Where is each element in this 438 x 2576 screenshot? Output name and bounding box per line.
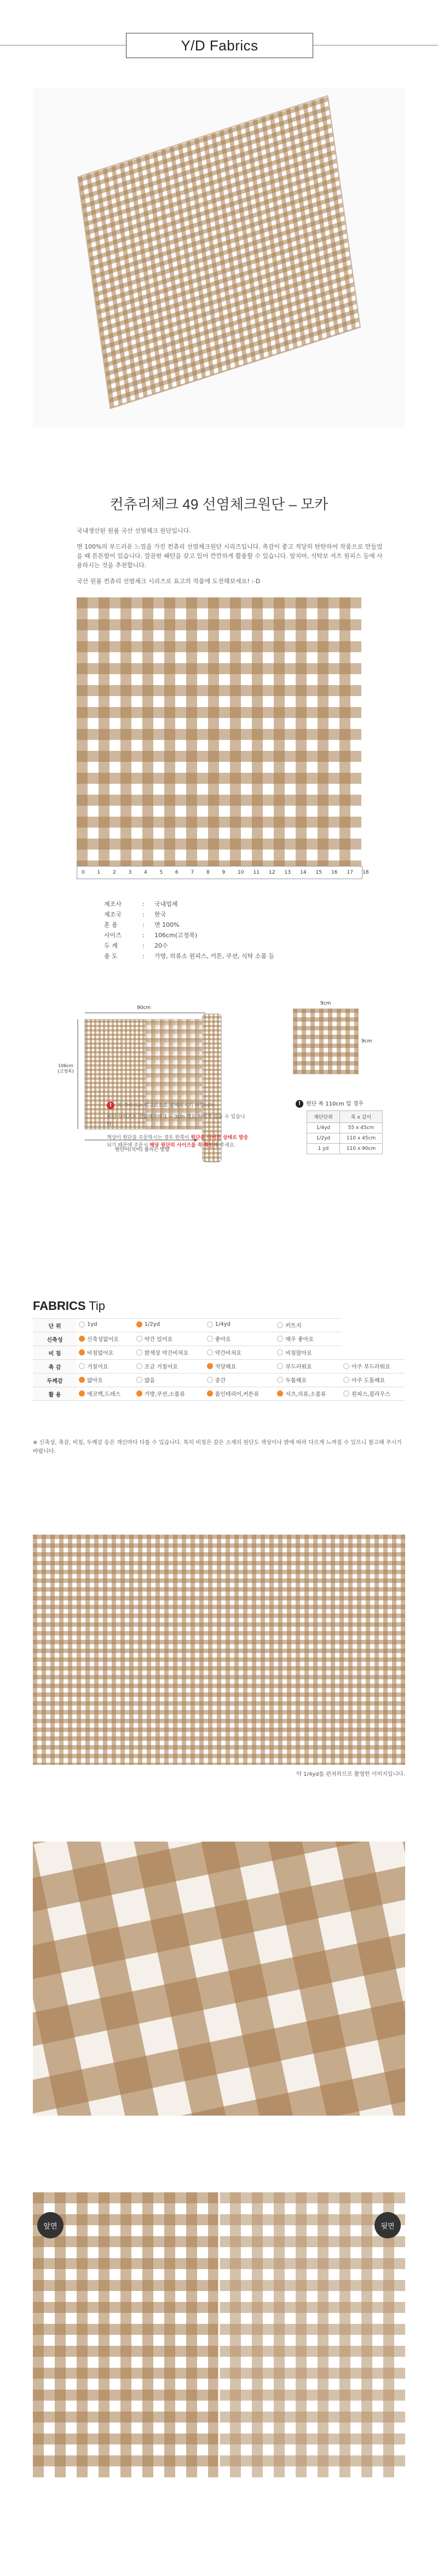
radio-dot-icon	[277, 1322, 283, 1328]
desc-line-3: 국산 원룸 컨츄리 선염체크 시리즈로 표고의 작품에 도전해보세요! :-D	[77, 578, 261, 585]
fabric-swatch	[77, 597, 361, 866]
tip-option	[77, 1346, 134, 1360]
tip-option-label: 커트지	[285, 1323, 302, 1329]
tip-option-label: 적당해요	[215, 1364, 237, 1370]
product-description	[77, 526, 383, 592]
tip-option	[134, 1346, 205, 1360]
ruler-number: 1	[97, 870, 101, 875]
tip-option-label: 아주 부드러워요	[351, 1364, 390, 1370]
order-notes	[107, 1102, 249, 1149]
radio-dot-icon	[136, 1321, 142, 1327]
ruler-number: 13	[284, 870, 291, 875]
tip-option-label: 매우 좋아요	[285, 1337, 314, 1343]
tip-row	[33, 1387, 405, 1401]
ruler-number: 12	[269, 870, 275, 875]
tip-option-label: 부드러워요	[285, 1364, 312, 1370]
photo-caption: 약 1/4yd를 펀쳐하므로 촬영한 이미지입니다.	[296, 1771, 405, 1777]
tip-option	[275, 1387, 341, 1401]
fabric-tip-table	[33, 1318, 405, 1401]
radio-dot-icon	[207, 1349, 213, 1355]
tip-option	[275, 1319, 341, 1332]
tip-option-label: 조금 거칠어요	[144, 1364, 178, 1370]
spec-row: 용 도 : 가방, 의류소 원피스, 커튼, 쿠션, 식탁 소품 등	[104, 951, 274, 961]
tip-option-label: 중간	[215, 1378, 226, 1384]
tip-option	[275, 1374, 341, 1387]
tip-row	[33, 1374, 405, 1387]
tip-option-label: 얇아요	[87, 1378, 103, 1384]
tip-row	[33, 1319, 405, 1332]
note-3: 책상이 원단을 주문하시는 경우 한쪽이 원단을 이어진 상태로 발송되기 때문에 주문시 해당 원단의 사이즈를 꼭 확인해 주세요.	[107, 1135, 249, 1148]
spec-row: 혼 용 : 면 100%	[104, 920, 274, 930]
cut-size-title: ! 원단 폭 110cm 일 경우	[296, 1099, 364, 1108]
radio-dot-icon	[79, 1390, 85, 1397]
cut-cell: 110 x 45cm	[339, 1133, 382, 1144]
ruler-number: 18	[362, 870, 369, 875]
radio-dot-icon	[207, 1336, 213, 1342]
tip-option-label: 비침없어요	[87, 1350, 114, 1357]
tip-option	[134, 1374, 205, 1387]
ruler-number: 9	[222, 870, 226, 875]
spec-row: 제조사 : 국내업체	[104, 899, 274, 909]
tip-row-label: 신축성	[33, 1332, 77, 1346]
radio-dot-icon	[79, 1321, 85, 1327]
spec-value: 20수	[154, 942, 168, 949]
ruler-number: 10	[238, 870, 244, 875]
radio-dot-icon	[136, 1363, 142, 1369]
radio-dot-icon	[343, 1390, 349, 1397]
radio-dot-icon	[277, 1377, 283, 1383]
note-1: 자 가이시는 암고르으로 잘해하시기 바랍니다.	[117, 1103, 216, 1109]
tip-option	[134, 1387, 205, 1401]
ruler-number: 17	[347, 870, 353, 875]
ruler-number: 5	[159, 870, 163, 875]
diagram-direction-label: 원단이(식어) 풀리는 방향	[115, 1147, 170, 1153]
small-swatch	[293, 1008, 359, 1074]
tip-option	[77, 1360, 134, 1374]
tip-option	[275, 1332, 341, 1346]
tip-option	[341, 1387, 405, 1401]
ruler-number: 14	[300, 870, 307, 875]
cut-cell: 1/2yd	[307, 1133, 340, 1144]
tip-option	[205, 1360, 275, 1374]
diagram-width-label: 90cm	[137, 1005, 151, 1011]
tip-option	[77, 1387, 134, 1401]
ruler-number: 6	[175, 870, 178, 875]
tip-option	[205, 1332, 275, 1346]
tip-option	[341, 1360, 405, 1374]
radio-dot-icon	[207, 1390, 213, 1397]
ruler-number: 16	[331, 870, 338, 875]
small-swatch-height: 9cm	[361, 1039, 372, 1044]
note-2: 원단 사이즈는 전달해주마 1 ~ 3cm 정도 차이가 있을 수 있습니다.	[107, 1114, 245, 1127]
cut-cell: 110 x 90cm	[339, 1144, 382, 1154]
ruler-number: 7	[191, 870, 194, 875]
radio-dot-icon	[79, 1336, 85, 1342]
tip-option	[205, 1319, 275, 1332]
ruler-number: 3	[128, 870, 132, 875]
radio-dot-icon	[277, 1363, 283, 1369]
tip-row-label: 두께감	[33, 1374, 77, 1387]
tip-option-label: 두툼해요	[285, 1378, 307, 1384]
tip-option-label: 가방,쿠션,소품류	[144, 1392, 185, 1398]
fabric-tip-title: FABRICS Tip	[33, 1299, 106, 1313]
tip-option-label: 밝색상 약간비쳐요	[144, 1350, 189, 1357]
cut-size-table	[307, 1110, 383, 1154]
spec-row: 두 께 : 20수	[104, 941, 274, 951]
radio-dot-icon	[277, 1349, 283, 1355]
fabric-closeup-photo	[33, 1842, 405, 2116]
radio-dot-icon	[343, 1377, 349, 1383]
fabric-front-back-photo	[33, 2192, 405, 2477]
back-badge: 뒷면	[374, 2212, 401, 2238]
tip-option	[134, 1319, 205, 1332]
radio-dot-icon	[136, 1336, 142, 1342]
tip-option-label: 거칠어요	[87, 1364, 108, 1370]
tip-row-label: 단 위	[33, 1319, 77, 1332]
desc-line-2: 면 100%의 부드러운 느낌을 가진 컨츄리 선염체크원단 시리즈입니다. 촉감이 좋고 적당히 탄탄하여 작품으로 만들었을 때 튼튼함이 있습니다. 깔끔한 패턴을 갖고 있어 깐깐하게 활용할 수 있습니다. 앞치마, 식탁보 셔츠 원피스 등에 사용하시는 것을 추천합니다.	[77, 543, 383, 569]
spec-key: 용 도	[104, 953, 118, 960]
tip-option-label: 1yd	[87, 1321, 97, 1327]
tip-option-label: 에코백,드레스	[87, 1392, 121, 1398]
ruler-number: 0	[82, 870, 85, 875]
radio-dot-icon	[207, 1377, 213, 1383]
tip-option	[205, 1387, 275, 1401]
tip-option-label: 셔츠,의류,소품류	[285, 1392, 326, 1398]
ruler-number: 8	[206, 870, 210, 875]
hero-fabric-image	[33, 88, 405, 428]
tip-option	[205, 1346, 275, 1360]
tip-option-label: 약간비쳐요	[215, 1350, 241, 1357]
radio-dot-icon	[79, 1349, 85, 1355]
ruler-number: 2	[113, 870, 116, 875]
spec-list	[104, 899, 274, 961]
radio-dot-icon	[277, 1390, 283, 1397]
spec-key: 제조사	[104, 901, 122, 908]
tip-option-label: 원피스,블라우스	[351, 1392, 390, 1398]
tip-option	[341, 1374, 405, 1387]
cut-head: 폭 x 길이	[339, 1111, 382, 1123]
tip-option-label: 아주 도톰해요	[351, 1378, 385, 1384]
tip-option	[205, 1374, 275, 1387]
tip-option-label: 룸인테리어,커튼류	[215, 1392, 260, 1398]
tip-row	[33, 1360, 405, 1374]
radio-dot-icon	[136, 1377, 142, 1383]
brand-title: Y/D Fabrics	[181, 37, 258, 54]
tip-option-label: 신축성없어요	[87, 1337, 119, 1343]
spec-value: 면 100%	[154, 921, 180, 928]
tip-option	[77, 1319, 134, 1332]
spec-value: 국내업체	[154, 901, 178, 908]
tip-row-label: 활 용	[33, 1387, 77, 1401]
spec-key: 사이즈	[104, 932, 122, 939]
tip-option	[77, 1332, 134, 1346]
ruler	[77, 866, 369, 879]
ruler-number: 15	[315, 870, 322, 875]
diagram-height-label: 106cm (고정폭)	[57, 1063, 74, 1074]
tip-option-label: 좋아요	[215, 1337, 231, 1343]
radio-dot-icon	[79, 1363, 85, 1369]
brand-header	[126, 33, 313, 58]
tip-option	[275, 1360, 341, 1374]
spec-value: 106cm(고정폭)	[154, 932, 198, 939]
radio-dot-icon	[343, 1363, 349, 1369]
tip-option	[275, 1346, 341, 1360]
ruler-number: 11	[253, 870, 260, 875]
radio-dot-icon	[277, 1336, 283, 1342]
small-swatch-width: 9cm	[320, 1001, 331, 1006]
cut-head: 재단단위	[307, 1111, 340, 1123]
tip-notes: ※ 신축성, 촉감, 비침, 두께감 등은 개인마다 다를 수 있습니다. 특히 비침은 같은 소재의 원단도 색상이나 밝에 따라 다르게 느껴질 수 있으니 참고해 주시기 바랍니다.	[33, 1440, 402, 1455]
desc-line-1: 국내생산된 원룸 국산 선염체크 원단입니다.	[77, 527, 191, 534]
spec-value: 가방, 의류소 원피스, 커튼, 쿠션, 식탁 소품 등	[154, 953, 275, 960]
radio-dot-icon	[136, 1349, 142, 1355]
tip-row	[33, 1332, 405, 1346]
cut-cell: 1/4yd	[307, 1123, 340, 1133]
warning-icon: !	[107, 1102, 114, 1109]
tip-option	[134, 1360, 205, 1374]
tip-row-label: 촉 감	[33, 1360, 77, 1374]
info-icon: !	[296, 1100, 303, 1108]
radio-dot-icon	[207, 1321, 213, 1327]
fabric-flat-photo	[33, 1535, 405, 1765]
tip-row-label: 비 침	[33, 1346, 77, 1360]
tip-option-label: 약간 있어요	[144, 1337, 173, 1343]
spec-key: 두 께	[104, 942, 118, 949]
spec-row: 제조국 : 한국	[104, 909, 274, 920]
ruler-number: 4	[144, 870, 147, 875]
tip-option-label: 비침많아요	[285, 1350, 312, 1357]
tip-row	[33, 1346, 405, 1360]
spec-row: 사이즈 : 106cm(고정폭)	[104, 930, 274, 941]
spec-key: 혼 용	[104, 921, 118, 928]
cut-cell: 55 x 45cm	[339, 1123, 382, 1133]
tip-option	[77, 1374, 134, 1387]
tip-option	[134, 1332, 205, 1346]
spec-value: 한국	[154, 911, 166, 918]
product-title: 컨츄리체크 49 선염체크원단 – 모카	[110, 496, 328, 512]
radio-dot-icon	[79, 1377, 85, 1383]
radio-dot-icon	[136, 1390, 142, 1397]
spec-key: 제조국	[104, 911, 122, 918]
front-badge: 앞면	[37, 2212, 64, 2238]
cut-cell: 1 yd	[307, 1144, 340, 1154]
tip-option-label: 1/4yd	[215, 1321, 230, 1327]
tip-option-label: 1/2yd	[144, 1321, 160, 1327]
tip-option-label: 얇음	[144, 1378, 155, 1384]
radio-dot-icon	[207, 1363, 213, 1369]
